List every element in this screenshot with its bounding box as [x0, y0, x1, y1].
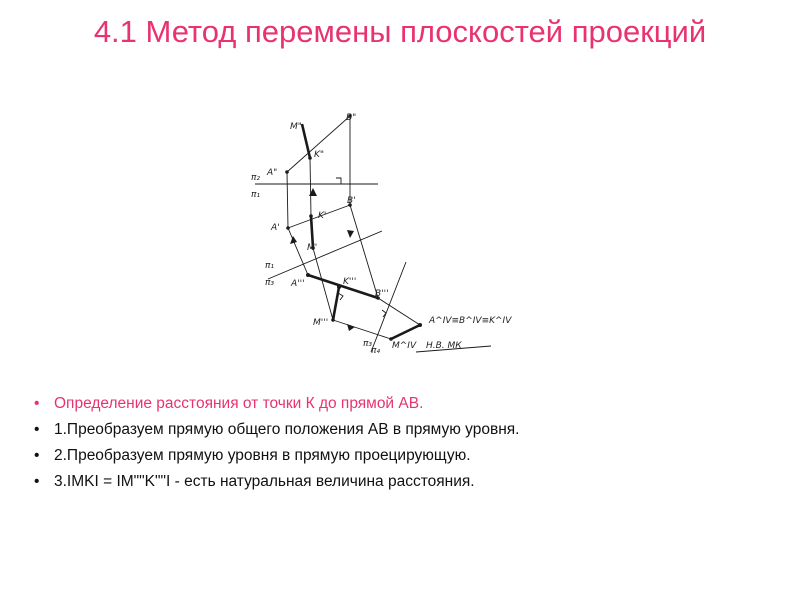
point-a4 — [418, 323, 422, 327]
point-a3 — [306, 273, 310, 277]
right-angle-mark-1 — [336, 178, 341, 184]
link-k2-k1 — [310, 158, 311, 216]
bullet-item: • 1.Преобразуем прямую общего положения АВ в прямую уровня. — [32, 417, 792, 443]
arrow-4 — [347, 324, 355, 331]
label-a3: A''' — [291, 279, 305, 289]
bullet-item: • 2.Преобразуем прямую уровня в прямую проецирующую. — [32, 443, 792, 469]
label-m4: M^IV — [392, 341, 417, 351]
label-pi3: π₃ — [265, 278, 275, 288]
bullet-item: • Определение расстояния от точки К до прямой АВ. — [32, 391, 792, 417]
label-k1: K' — [318, 211, 327, 221]
label-b1: B' — [347, 196, 356, 206]
bullet-item: • 3.IMKI = IM""K""I - есть натуральная величина расстояния. — [32, 469, 792, 495]
label-a1: A' — [271, 223, 280, 233]
arrow-3 — [347, 230, 354, 238]
label-pi3b: π₃ — [363, 339, 373, 349]
point-k2 — [308, 156, 312, 160]
arrow-2 — [290, 236, 297, 244]
slide-title: 4.1 Метод перемены плоскостей проекций — [93, 14, 707, 49]
label-k2: K" — [314, 150, 325, 160]
label-a4: A^IV≡B^IV≡K^IV — [429, 316, 512, 326]
point-k1 — [309, 214, 313, 218]
line-m4-k4 — [391, 325, 420, 339]
label-b3: B''' — [375, 289, 389, 299]
line-m3-k3 — [333, 287, 339, 320]
point-m3 — [331, 318, 335, 322]
label-a2: A" — [267, 168, 278, 178]
link-a1-a3 — [288, 228, 308, 275]
label-m2: M" — [290, 122, 302, 132]
link-a2-a1 — [287, 172, 288, 228]
label-nv: Н.В. МК — [426, 341, 462, 351]
point-a2 — [285, 170, 289, 174]
bullet-list — [32, 391, 792, 495]
label-m1: M' — [307, 243, 318, 253]
label-pi1: π₁ — [251, 190, 261, 200]
point-a1 — [286, 226, 290, 230]
label-pi1b: π₁ — [265, 261, 275, 271]
point-k3 — [337, 285, 341, 289]
link-m1-m3 — [313, 248, 333, 320]
label-pi4: π₄ — [371, 346, 381, 356]
label-m3: M''' — [313, 318, 329, 328]
label-b2: B" — [346, 113, 357, 123]
label-pi2: π₂ — [251, 173, 261, 183]
label-k3: K''' — [343, 277, 357, 287]
line-m2-k2 — [302, 124, 310, 158]
